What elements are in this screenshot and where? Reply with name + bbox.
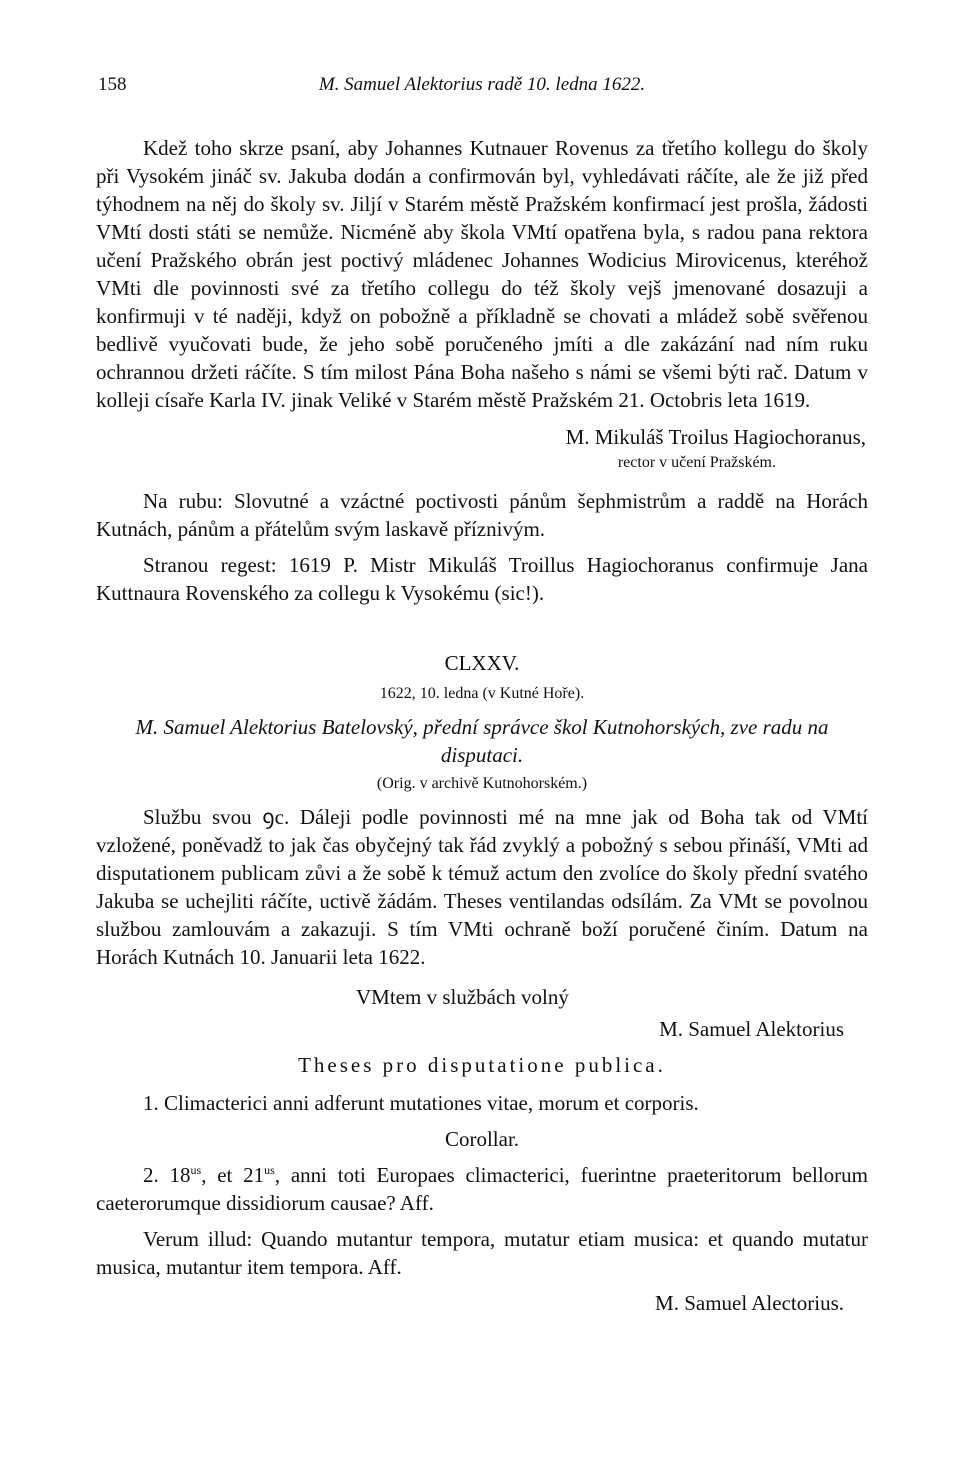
theses-title: Theses pro disputatione publica. bbox=[298, 1053, 666, 1077]
thesis-2-part-c: , anni toti Europaes climacterici, fuerintne praeteritorum bellorum caeterorumque dissidiorum causae? Aff. bbox=[96, 1163, 869, 1215]
letter-body: Kdež toho skrze psaní, aby Johannes Kutnauer Rovenus za třetího kollegu do školy při Vysokém jináč sv. Jakuba dodán a confirmován byl, vyhledávati ráčíte, ale že již před týhodnem na něj do školy sv. Jiljí v Starém městě Pražském konfirmací jest prošla, žádosti VMtí dosti státi se nemůže. Nicméně aby škola VMtí opatřena byla, s radou pana rektora učení Pražského obrán jest poctivý mládenec Johannes Wodicius Mirovicenus, kteréhož VMti dle povinnosti své za třetího collegu do též školy vejš jmenované dosazuji a konfirmuji v té naději, když on pobožně a příkladně se chovati a mládež sobě svěřenou bedlivě vyučovati bude, že jeho sobě poručeného jmíti a dle zakázání nad ním ruku ochrannou držeti ráčíte. S tím milost Pána Boha našeho s námi se všemi býti rač. Datum v kolleji císaře Karla IV. jinak Veliké v Starém městě Pražském 21. Octobris leta 1619. bbox=[96, 136, 868, 412]
verum-illud: Verum illud: Quando mutantur tempora, mutatur etiam musica: et quando mutatur musica, mutantur item tempora. Aff. bbox=[96, 1227, 868, 1279]
page-header bbox=[96, 70, 868, 100]
thesis-1: 1. Climacterici anni adferunt mutationes vitae, morum et corporis. bbox=[143, 1091, 699, 1115]
document-page bbox=[96, 70, 868, 1317]
thesis-2-sup-2: us bbox=[264, 1163, 275, 1177]
document-body: Službu svou ꝯc. Dáleji podle povinnosti mé na mne jak od Boha tak od VMtí vzložené, poněvadž to jak čas obyčejný tak řád zvyklý a pobožný s sebou přináší, VMti ad disputationem publicam zůvi a že sobě k témuž actum den zvolíce do školy přední svatého Jakuba se uchejliti ráčíte, uctivě žádám. Theses ventilandas odsílám. Za VMt se povolnou službou zamlouvám a zakazuji. S tím VMti ochraně boží poručené činím. Datum na Horách Kutnách 10. Januarii leta 1622. bbox=[96, 805, 868, 969]
document-date-place: 1622, 10. ledna (v Kutné Hoře). bbox=[379, 685, 585, 702]
letter-signature: M. Mikuláš Troilus Hagiochoranus, bbox=[565, 425, 866, 449]
thesis-2 bbox=[96, 1161, 868, 1217]
letter-signature-title: rector v učení Pražském. bbox=[617, 454, 776, 471]
document-title: M. Samuel Alektorius Batelovský, přední správce škol Kutnohorských, zve radu na disputaci. bbox=[135, 715, 829, 767]
letter-regest: Stranou regest: 1619 P. Mistr Mikuláš Troillus Hagiochoranus confirmuje Jana Kuttnaura Rovenského za collegu k Vysokému (sic!). bbox=[96, 553, 868, 605]
letter-address: Na rubu: Slovutné a vzáctné poctivosti pánům šephmistrům a raddě na Horách Kutnách, pánům a přátelům svým laskavě příznivým. bbox=[96, 489, 868, 541]
document-number: CLXXV. bbox=[444, 651, 520, 675]
final-signature: M. Samuel Alectorius. bbox=[655, 1291, 844, 1315]
document-closing: VMtem v službách volný bbox=[356, 985, 569, 1009]
running-head: M. Samuel Alektorius radě 10. ledna 1622. bbox=[318, 74, 646, 95]
document-signature: M. Samuel Alektorius bbox=[659, 1017, 844, 1041]
thesis-2-part-b: , et 21 bbox=[201, 1163, 265, 1187]
corollar-heading: Corollar. bbox=[444, 1127, 520, 1151]
thesis-2-part-a: 2. 18 bbox=[143, 1163, 191, 1187]
thesis-2-sup-1: us bbox=[190, 1163, 202, 1177]
document-source: (Orig. v archivě Kutnohorském.) bbox=[376, 775, 588, 792]
page-number: 158 bbox=[98, 74, 127, 95]
